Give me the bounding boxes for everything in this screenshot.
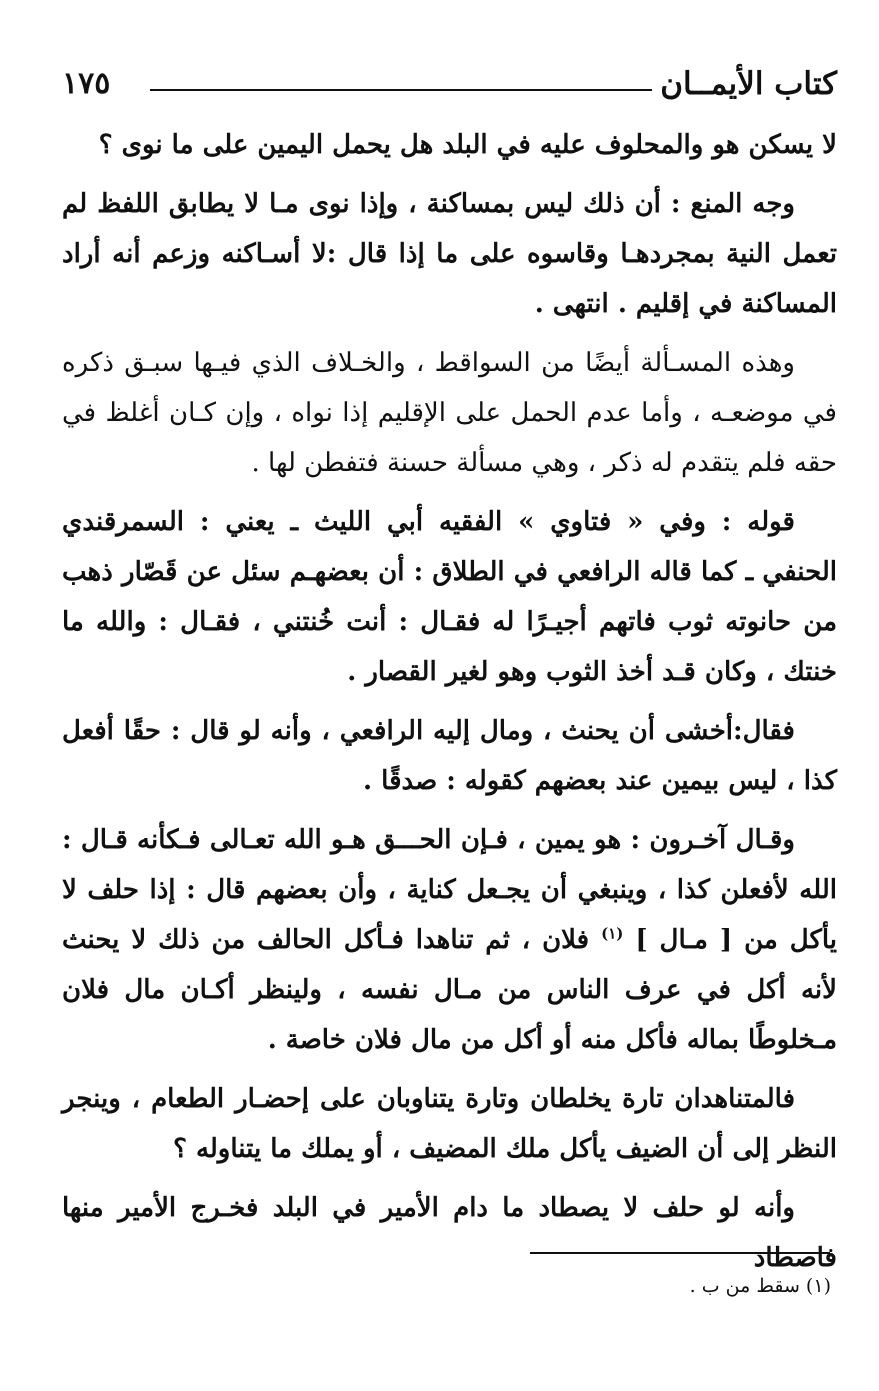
header-rule — [150, 89, 652, 91]
paragraph-mutanahidan: فالمتناهدان تارة يخلطان وتارة يتناوبان على إحضـار الطعام ، وينجر النظر إلى أن الضيف يأكل ملك المضيف ، أو يملك ما يتناوله ؟ — [62, 1084, 837, 1164]
paragraph-quote: قوله : وفي « فتاوي » الفقيه أبي الليث ـ يعني : السمرقندي الحنفي ـ كما قاله الرافعي في الطلاق : أن بعضهـم سئل عن قَصّار ذهب من حانوته ثوب فاتهم أجيـرًا له فقـال : أنت خُنتني ، فقـال : والله ما خنتك ، وكان قـد أخذ الثوب وهو لغير القصار . — [62, 507, 837, 687]
paragraph-continuation: لا يسكن هو والمحلوف عليه في البلد هل يحمل اليمين على ما نوى ؟ — [98, 130, 837, 160]
paragraph-others-after: فلان ، ثم تناهدا فـأكل الحالف من ذلك لا يحنث لأنه أكل في عرف الناس من مـال نفسه ، ولينظر أكـان مال فلان مـخلوطًا بماله فأكل منه أو أكل من مال فلان خاصة . — [62, 925, 837, 1055]
paragraph-reason: وجه المنع : أن ذلك ليس بمساكنة ، وإذا نوى مـا لا يطابق اللفظ لم تعمل النية بمجردهـا وقاسوه على ما إذا قال :لا أسـاكنه وزعم أنه أراد المساكنة في إقليم . انتهى . — [62, 189, 837, 319]
footnote: (١) سقط من ب . — [689, 1275, 831, 1297]
paragraph-opinion: فقال:أخشى أن يحنث ، ومال إليه الرافعي ، وأنه لو قال : حقًا أفعل كذا ، ليس بيمين عند بعضهم كقوله : صدقًا . — [62, 716, 837, 796]
footnote-rule — [530, 1252, 830, 1254]
page-number: ١٧٥ — [62, 66, 111, 101]
footnote-reference: (١) — [601, 924, 624, 943]
page-header — [62, 62, 837, 112]
paragraph-others — [62, 815, 837, 1065]
paragraph-commentary: وهذه المسـألة أيضًا من السواقط ، والخـلاف الذي فيـها سبـق ذكره في موضعـه ، وأما عدم الحمل على الإقليم إذا نواه ، وإن كـان أغلظ في حقه فلم يتقدم له ذكر ، وهي مسألة حسنة فتفطن لها . — [62, 348, 837, 478]
main-text — [62, 120, 837, 1292]
paragraph-final: وأنه لو حلف لا يصطاد ما دام الأمير في البلد فخـرج الأمير منها فاصطاد — [62, 1193, 837, 1273]
paragraph-others-before: وقـال آخـرون : هو يمين ، فـإن الحـــق هـو الله تعـالى فـكأنه قـال : الله لأفعلن كذا ، وينبغي أن يجـعل كناية ، وأن بعضهم قال : إذا حلف لا يأكل من [ مـال ] — [62, 825, 837, 955]
running-title: كتاب الأيمــان — [660, 66, 837, 102]
